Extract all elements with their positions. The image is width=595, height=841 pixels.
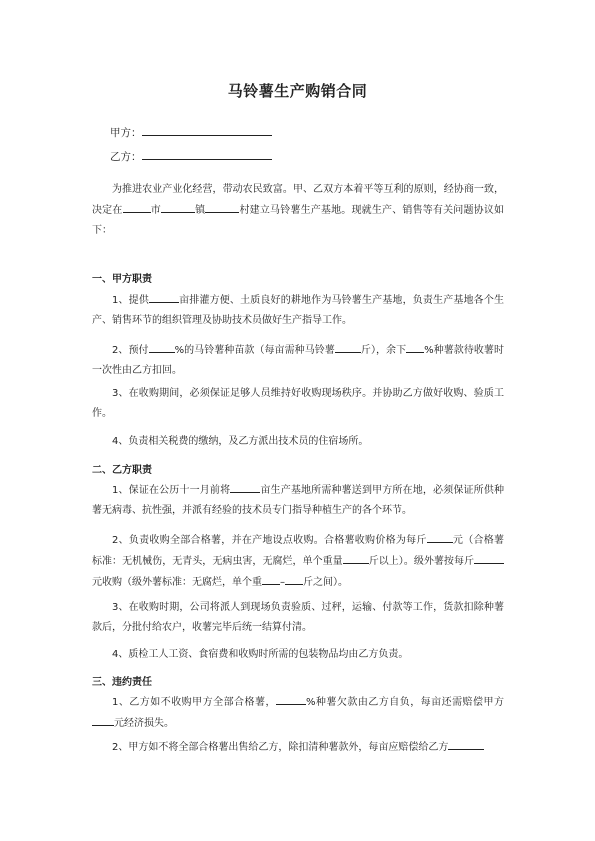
section2-item4: 4、质检工人工资、食宿费和收购时所需的包装物品均由乙方负责。 bbox=[112, 649, 409, 660]
s2i2-text-a: 2、负责收购全部合格薯，并在产地设点收购。合格薯收购价格为每斤 bbox=[112, 535, 427, 546]
s1i2-text-a: 2、预付 bbox=[112, 345, 149, 356]
party-b-blank[interactable] bbox=[142, 148, 272, 160]
party-a-blank[interactable] bbox=[142, 124, 272, 136]
s2i1-text-b: 亩生产基地所需种薯送到甲方所在地，必须保证所供种薯无病毒、抗性强，并派有经验的技术员专门指导种植生产的各个环节。 bbox=[92, 485, 504, 516]
s1i2-text-d: %种薯款待收薯时一次性由乙方扣回。 bbox=[92, 345, 504, 376]
section2-item3: 3、在收购时期，公司将派人到现场负责验质、过秤，运输、付款等工作，货款扣除种薯款后，分批付给农户，收薯完毕后统一结算付清。 bbox=[92, 602, 504, 633]
section2-item2 bbox=[92, 530, 504, 593]
section2-item1 bbox=[92, 480, 504, 521]
section1-item4: 4、负责相关税费的缴纳，及乙方派出技术员的住宿场所。 bbox=[112, 436, 369, 447]
s2i1-acre-blank[interactable] bbox=[230, 480, 260, 493]
document-title: 马铃薯生产购销合同 bbox=[227, 82, 368, 100]
s2i1-text-a: 1、保证在公历十一月前将 bbox=[112, 485, 231, 496]
party-a-label: 甲方： bbox=[110, 127, 142, 139]
section1-item3: 3、在收购期间，必须保证足够人员维持好收购现场秩序。并协助乙方做好收购、验质工作。 bbox=[92, 388, 504, 419]
s2i2-weight-blank[interactable] bbox=[343, 551, 369, 564]
party-a-line bbox=[110, 124, 272, 140]
s1i2-text-b: %的马铃薯种苗款（每亩需种马铃薯 bbox=[174, 345, 335, 356]
village-blank[interactable] bbox=[205, 200, 239, 213]
s1i2-remain-blank[interactable] bbox=[406, 340, 424, 353]
intro-text-3: 镇 bbox=[194, 205, 206, 216]
section3-heading: 三、违约责任 bbox=[92, 677, 152, 688]
section3-item2 bbox=[92, 737, 504, 758]
section3-item1 bbox=[92, 692, 504, 734]
s3i1-percent-blank[interactable] bbox=[276, 692, 306, 705]
s2i2-weight-max-blank[interactable] bbox=[285, 572, 303, 585]
s1i1-text-b: 亩排灌方便、土质良好的耕地作为马铃薯生产基地，负责生产基地各个生产、销售环节的组织管理及协助技术员做好生产指导工作。 bbox=[92, 295, 504, 326]
s3i1-text-c: 元经济损失。 bbox=[114, 718, 174, 729]
s2i2-weight-min-blank[interactable] bbox=[262, 572, 280, 585]
section1-item1 bbox=[92, 290, 504, 331]
s3i2-text-a: 2、甲方如不将全部合格薯出售给乙方，除扣清种薯款外，每亩应赔偿给乙方 bbox=[112, 742, 449, 753]
s2i2-text-b: 元（合格薯标准：无机械伤，无青头，无病虫害，无腐烂，单个重量 bbox=[92, 535, 504, 567]
s3i1-amount-blank[interactable] bbox=[92, 713, 114, 726]
party-b-line bbox=[110, 148, 272, 164]
section1-heading: 一、甲方职责 bbox=[92, 274, 152, 285]
s2i2-dash: – bbox=[280, 577, 285, 588]
s1i2-percent-blank[interactable] bbox=[149, 340, 175, 353]
s2i2-text-c: 斤以上）。级外薯按每斤 bbox=[368, 556, 475, 567]
section2-heading: 二、乙方职责 bbox=[92, 465, 152, 476]
s2i2-text-d: 元收购（级外薯标准：无腐烂，单个重 bbox=[92, 577, 262, 588]
intro-text-4: 村建立马铃薯生产基地。现就生产、销售等有关问题协议如下： bbox=[92, 205, 505, 236]
party-b-label: 乙方： bbox=[110, 151, 142, 163]
intro-text-1: 为推进农业产业化经营，带动农民致富。甲、乙双方本着平等互利的原则，经协商一致，决定在 bbox=[92, 184, 504, 216]
s3i1-text-a: 1、乙方如不收购甲方全部合格薯， bbox=[112, 697, 276, 708]
town-blank[interactable] bbox=[161, 200, 195, 213]
city-blank[interactable] bbox=[123, 200, 151, 213]
section1-item2 bbox=[92, 340, 504, 381]
intro-paragraph bbox=[92, 180, 504, 241]
s1i2-jin-blank[interactable] bbox=[335, 340, 361, 353]
intro-text-2: 市 bbox=[150, 205, 161, 216]
s2i2-price-blank[interactable] bbox=[427, 530, 453, 543]
s3i2-amount-blank[interactable] bbox=[448, 737, 484, 750]
s1i1-text-a: 1、提供 bbox=[112, 295, 149, 306]
s2i2-grade-price-blank[interactable] bbox=[474, 551, 504, 564]
s1i2-text-c: 斤），余下 bbox=[360, 345, 407, 356]
s3i1-text-b: %种薯欠款由乙方自负，每亩还需赔偿甲方 bbox=[305, 697, 504, 708]
s1i1-acre-blank[interactable] bbox=[149, 290, 179, 303]
s2i2-text-f: 斤之间）。 bbox=[303, 577, 348, 588]
